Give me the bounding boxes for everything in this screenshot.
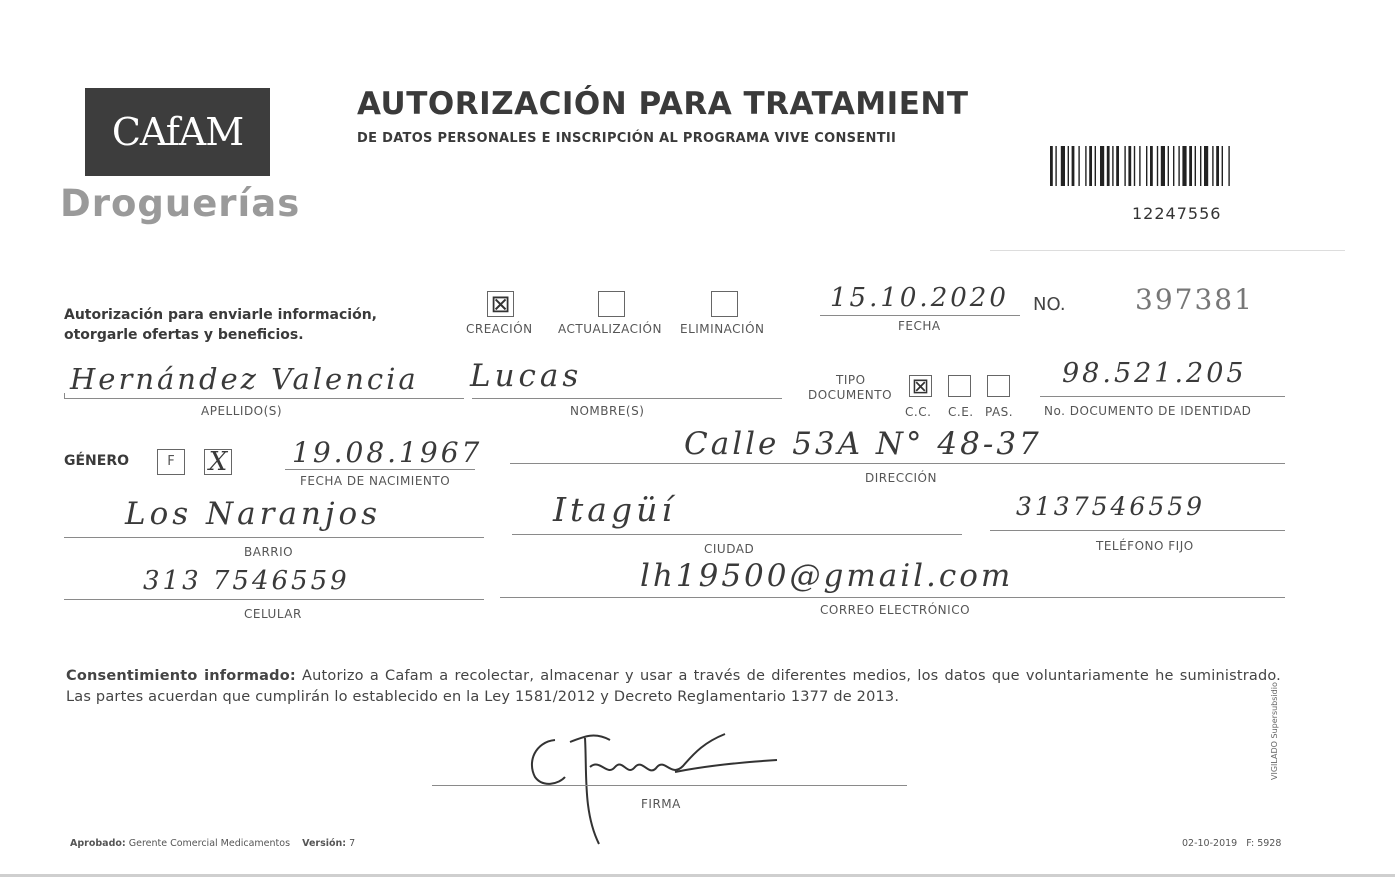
- barcode-bar: [1200, 146, 1201, 186]
- barcode-bar: [1050, 146, 1053, 186]
- barcode-bar: [1078, 146, 1079, 186]
- barrio-line: [64, 537, 484, 538]
- barcode-bar: [1139, 146, 1140, 186]
- surname-label: APELLIDO(S): [201, 404, 283, 418]
- city-value[interactable]: Itagüí: [553, 490, 676, 529]
- barcode-bar: [1222, 146, 1223, 186]
- doc-number-label: No. DOCUMENTO DE IDENTIDAD: [1044, 404, 1252, 418]
- approved-block: [70, 838, 355, 849]
- barcode-bar: [1068, 146, 1069, 186]
- gender-m-mark: X: [208, 447, 228, 477]
- doc-type-label-2: DOCUMENTO: [808, 388, 893, 402]
- phone-value[interactable]: 3137546559: [1016, 492, 1206, 521]
- barcode-bar: [1146, 146, 1147, 186]
- date-label: FECHA: [898, 319, 941, 333]
- barcode-bar: [1134, 146, 1135, 186]
- barcode-bar: [1157, 146, 1158, 186]
- signature-label: FIRMA: [641, 797, 681, 811]
- intro-line-1: Autorización para enviarle información,: [64, 307, 377, 323]
- creacion-label: CREACIÓN: [466, 322, 533, 336]
- city-label: CIUDAD: [704, 542, 755, 556]
- name-line: [472, 398, 782, 399]
- gender-f-letter: F: [167, 454, 175, 469]
- phone-label: TELÉFONO FIJO: [1096, 539, 1194, 553]
- cc-checkbox[interactable]: [909, 375, 932, 397]
- version-value: 7: [349, 838, 356, 849]
- name-label: NOMBRE(S): [570, 404, 645, 418]
- barcode-number: 12247556: [1132, 204, 1222, 223]
- barcode-bar: [1182, 146, 1186, 186]
- paper-edge: [0, 874, 1395, 877]
- actualizacion-label: ACTUALIZACIÓN: [558, 322, 662, 336]
- barrio-value[interactable]: Los Naranjos: [125, 496, 382, 532]
- approved-value: Gerente Comercial Medicamentos: [128, 838, 291, 849]
- consent-lead: Consentimiento informado:: [66, 668, 296, 684]
- barcode-bar: [1095, 146, 1096, 186]
- barcode-bar: [1107, 146, 1110, 186]
- barcode-bar: [1204, 146, 1208, 186]
- gender-label: GÉNERO: [64, 453, 130, 469]
- no-label: NO.: [1033, 294, 1066, 315]
- eliminacion-label: ELIMINACIÓN: [680, 322, 765, 336]
- barcode-bar: [1128, 146, 1131, 186]
- cell-value[interactable]: 313 7546559: [143, 566, 350, 596]
- date-line: [820, 315, 1020, 316]
- barcode-bar: [1089, 146, 1092, 186]
- barcode-bar: [1161, 146, 1165, 186]
- address-line: [510, 463, 1285, 464]
- barcode-bar: [1150, 146, 1153, 186]
- eliminacion-checkbox[interactable]: [711, 291, 738, 317]
- birth-line: [285, 469, 475, 470]
- city-line: [512, 534, 962, 535]
- barcode-bar: [1173, 146, 1174, 186]
- form-subtitle: DE DATOS PERSONALES E INSCRIPCIÓN AL PROGRAMA VIVE CONSENTII: [357, 131, 897, 146]
- birth-label: FECHA DE NACIMIENTO: [300, 474, 451, 488]
- ce-checkbox[interactable]: [948, 375, 971, 397]
- birth-value[interactable]: 19.08.1967: [292, 436, 483, 469]
- barcode: [1050, 146, 1275, 186]
- barcode-bar: [1216, 146, 1219, 186]
- pas-checkbox[interactable]: [987, 375, 1010, 397]
- cell-label: CELULAR: [244, 607, 302, 621]
- gender-f-checkbox[interactable]: [157, 449, 185, 475]
- version-label: Versión:: [302, 838, 347, 849]
- date-value[interactable]: 15.10.2020: [830, 283, 1009, 313]
- name-value[interactable]: Lucas: [470, 358, 583, 394]
- intro-line-2: otorgarle ofertas y beneficios.: [64, 327, 304, 343]
- vigilado-side-text: VIGILADO Supersubsidio: [1270, 682, 1279, 780]
- email-label: CORREO ELECTRÓNICO: [820, 603, 971, 617]
- consent-text: Autorizo a Cafam a recolectar, almacenar y usar a través de diferentes medios, los datos que voluntariamente he suministrado. Las partes acuerdan que cumplirán lo establecido en la Ley 1581/2012 y Decreto Reglamentario 1377 de 2013.: [66, 668, 1281, 705]
- barcode-bar: [1178, 146, 1179, 186]
- no-value: 397381: [1135, 283, 1254, 316]
- ce-label: C.E.: [948, 405, 974, 419]
- address-label: DIRECCIÓN: [865, 471, 937, 485]
- barcode-bar: [1189, 146, 1192, 186]
- doc-type-label-1: TIPO: [836, 373, 866, 387]
- cell-line: [64, 599, 484, 600]
- doc-number-line: [1040, 396, 1285, 397]
- address-value[interactable]: Calle 53A N° 48-37: [684, 426, 1042, 462]
- email-line: [500, 597, 1285, 598]
- approved-label: Aprobado:: [70, 838, 126, 849]
- barcode-bar: [1085, 146, 1086, 186]
- cc-label: C.C.: [905, 405, 932, 419]
- barcode-bar: [1116, 146, 1119, 186]
- pas-label: PAS.: [985, 405, 1014, 419]
- footer-code: 02-10-2019 F: 5928: [1182, 838, 1282, 849]
- surname-value[interactable]: Hernández Valencia: [70, 362, 419, 396]
- barcode-bar: [1124, 146, 1125, 186]
- header-divider: [990, 250, 1345, 251]
- barcode-bar: [1112, 146, 1113, 186]
- signature-line: [432, 785, 907, 786]
- creacion-check-mark: ⊠: [490, 290, 511, 318]
- barcode-bar: [1212, 146, 1213, 186]
- barcode-bar: [1168, 146, 1169, 186]
- creacion-checkbox[interactable]: [487, 291, 514, 317]
- actualizacion-checkbox[interactable]: [598, 291, 625, 317]
- surname-line: [64, 398, 464, 399]
- form-title: AUTORIZACIÓN PARA TRATAMIENT: [357, 86, 969, 122]
- cafam-logo: [85, 88, 270, 176]
- barcode-bar: [1100, 146, 1104, 186]
- barcode-bar: [1228, 146, 1229, 186]
- logo-subtitle: Droguerías: [60, 182, 301, 225]
- email-value[interactable]: lh19500@gmail.com: [640, 558, 1014, 594]
- gender-m-checkbox[interactable]: [204, 449, 232, 475]
- barrio-label: BARRIO: [244, 545, 294, 559]
- logo-brand-text: CAfAM: [111, 110, 244, 154]
- barcode-bar: [1072, 146, 1075, 186]
- barcode-bar: [1195, 146, 1196, 186]
- cc-check-mark: ⊠: [911, 374, 930, 398]
- phone-line: [990, 530, 1285, 531]
- barcode-bar: [1055, 146, 1056, 186]
- barcode-bar: [1061, 146, 1065, 186]
- consent-paragraph: [66, 666, 1281, 708]
- doc-number-value[interactable]: 98.521.205: [1062, 358, 1247, 389]
- surname-line-tick-left: [64, 393, 65, 399]
